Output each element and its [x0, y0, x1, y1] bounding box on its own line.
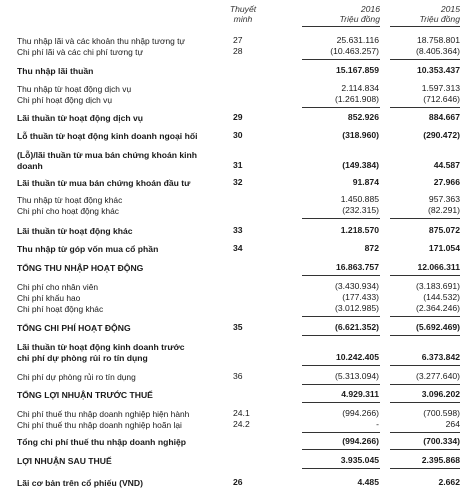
row-note: 32	[233, 177, 243, 187]
subtotal-rule-2015	[390, 316, 460, 317]
row-value-2015: 18.758.801	[416, 35, 460, 45]
row-value-2015: (712.646)	[423, 94, 460, 104]
row-label-line: Chi phí thuế thu nhập doanh nghiệp hoãn lại	[17, 420, 182, 430]
row-label	[17, 113, 229, 124]
row-label	[17, 409, 229, 420]
row-value-2016: (177.433)	[342, 292, 379, 302]
row-value-2016: (3.430.934)	[335, 281, 379, 291]
subtotal-rule-2015	[390, 449, 460, 450]
row-label	[17, 293, 229, 304]
row-value-2015: (144.532)	[423, 292, 460, 302]
row-label	[17, 195, 229, 206]
year-2015-header	[390, 4, 460, 24]
row-value-2015: 957.363	[428, 194, 460, 204]
header-underline-2016	[302, 26, 380, 27]
row-label	[17, 456, 229, 467]
row-label-line: Chi phí dự phòng rủi ro tín dụng	[17, 372, 136, 382]
subtotal-rule-2015	[390, 335, 460, 336]
subtotal-rule-2016	[302, 449, 380, 450]
row-note: 29	[233, 112, 243, 122]
row-label-line: TỔNG CHI PHÍ HOẠT ĐỘNG	[17, 323, 131, 333]
row-label	[17, 150, 229, 171]
row-label-line: Lãi cơ bản trên cổ phiếu (VND)	[17, 478, 143, 488]
row-label	[17, 36, 229, 47]
row-note: 34	[233, 243, 243, 253]
row-value-2015: 12.066.311	[417, 262, 460, 272]
subtotal-rule-2015	[390, 432, 460, 433]
row-label	[17, 323, 229, 334]
row-note: 35	[233, 322, 243, 332]
row-value-2015: 171.054	[428, 243, 460, 253]
row-label-line: Thu nhập từ hoạt động dịch vụ	[17, 84, 132, 94]
row-label	[17, 244, 229, 255]
row-value-2016: (232.315)	[342, 205, 379, 215]
row-value-2015: 1.597.313	[421, 83, 460, 93]
row-label	[17, 47, 229, 58]
row-value-2016: 16.863.757	[335, 262, 379, 272]
row-label-line: LỢI NHUẬN SAU THUẾ	[17, 456, 112, 466]
row-value-2015: 6.373.842	[421, 352, 460, 362]
subtotal-rule-2015	[390, 218, 460, 219]
note-header-line-2: minh	[233, 14, 253, 24]
row-label	[17, 420, 229, 431]
row-value-2015: (3.277.640)	[416, 371, 460, 381]
subtotal-rule-2016	[302, 335, 380, 336]
row-value-2016: 1.450.885	[340, 194, 379, 204]
subtotal-rule-2016	[302, 218, 380, 219]
row-note: 24.2	[233, 419, 250, 429]
row-value-2016: (1.261.908)	[335, 94, 379, 104]
year-2015-label: 2015	[440, 4, 460, 14]
subtotal-rule-2015	[390, 275, 460, 276]
row-label-line: (Lỗ)/lãi thuần từ mua bán chứng khoán kinh	[17, 150, 198, 160]
row-value-2016: (3.012.985)	[335, 303, 379, 313]
row-label-line: Lãi thuần từ hoạt động dịch vụ	[17, 113, 144, 123]
row-label-line: chi phí dự phòng rủi ro tín dụng	[17, 352, 148, 363]
row-value-2015: 2.395.868	[421, 455, 460, 465]
row-value-2015: 27.966	[433, 177, 460, 187]
row-label	[17, 131, 229, 142]
row-note: 28	[233, 46, 243, 56]
note-column-header	[222, 4, 264, 24]
subtotal-rule-2016	[302, 384, 380, 385]
row-note: 31	[233, 160, 243, 170]
row-value-2016: 25.631.116	[336, 35, 379, 45]
row-value-2015: (3.183.691)	[416, 281, 460, 291]
row-label-line: Lãi thuần từ hoạt động kinh doanh trước	[17, 342, 185, 352]
row-label-line: Thu nhập lãi và các khoản thu nhập tương tự	[17, 36, 186, 46]
year-2016-header	[302, 4, 380, 24]
row-label-line: Chi phí thuế thu nhập doanh nghiệp hiện hành	[17, 409, 190, 419]
row-note: 30	[233, 130, 243, 140]
row-label	[17, 437, 229, 448]
row-label-line: Tổng chi phí thuế thu nhập doanh nghiệp	[17, 437, 186, 447]
subtotal-rule-2015	[390, 384, 460, 385]
row-value-2015: (700.334)	[423, 436, 460, 446]
subtotal-rule-2016	[302, 107, 380, 108]
row-label-line: Chi phí cho hoạt động khác	[17, 206, 119, 216]
row-label-line: Lỗ thuần từ hoạt động kinh doanh ngoại hối	[17, 131, 198, 141]
row-label	[17, 478, 229, 489]
row-value-2015: 44.587	[433, 160, 460, 170]
row-note: 24.1	[233, 408, 250, 418]
row-label-line: Thu nhập lãi thuần	[17, 66, 94, 76]
subtotal-rule-2015	[390, 107, 460, 108]
row-value-2016: (994.266)	[342, 408, 379, 418]
row-value-2016: (318.960)	[342, 130, 379, 140]
row-label-line: Chi phí cho nhân viên	[17, 282, 99, 292]
year-2015-unit: Triệu đồng	[419, 14, 460, 24]
row-value-2016: (10.463.257)	[330, 46, 379, 56]
subtotal-rule-2016	[302, 402, 380, 403]
row-value-2016: 91.874	[352, 177, 379, 187]
row-label-line: Thu nhập từ góp vốn mua cổ phần	[17, 244, 159, 254]
row-label	[17, 95, 229, 106]
row-value-2015: (8.405.364)	[416, 46, 460, 56]
row-note: 27	[233, 35, 243, 45]
row-value-2016: (994.266)	[342, 436, 379, 446]
subtotal-rule-2016	[302, 59, 380, 60]
row-label	[17, 282, 229, 293]
total-rule-2016	[302, 468, 380, 469]
subtotal-rule-2016	[302, 275, 380, 276]
row-value-2015: 875.072	[428, 225, 460, 235]
row-value-2015: 3.096.202	[421, 389, 460, 399]
row-value-2015: (700.598)	[423, 408, 460, 418]
row-value-2016: (5.313.094)	[335, 371, 379, 381]
row-value-2016: (149.384)	[342, 160, 379, 170]
row-value-2016: 852.926	[347, 112, 379, 122]
row-note: 26	[233, 477, 243, 487]
row-note: 36	[233, 371, 243, 381]
row-label-line: doanh	[17, 160, 43, 171]
row-label-line: TỔNG LỢI NHUẬN TRƯỚC THUẾ	[17, 390, 153, 400]
row-value-2015: (2.364.246)	[416, 303, 460, 313]
subtotal-rule-2015	[390, 402, 460, 403]
row-value-2015: (82.291)	[427, 205, 460, 215]
row-value-2016: 15.167.859	[335, 65, 379, 75]
row-label-line: Chi phí hoạt động khác	[17, 304, 104, 314]
row-value-2016: 1.218.570	[340, 225, 379, 235]
row-value-2016: -	[376, 419, 379, 429]
row-value-2016: 4.485	[357, 477, 379, 487]
row-value-2016: 3.935.045	[340, 455, 379, 465]
row-label	[17, 66, 229, 77]
row-label-line: Lãi thuần từ hoạt động khác	[17, 226, 133, 236]
row-label-line: TỔNG THU NHẬP HOẠT ĐỘNG	[17, 263, 144, 273]
subtotal-rule-2015	[390, 365, 460, 366]
row-value-2015: 264	[445, 419, 460, 429]
row-label	[17, 342, 229, 363]
row-label-line: Thu nhập từ hoạt động khác	[17, 195, 123, 205]
row-value-2015: (290.472)	[423, 130, 460, 140]
subtotal-rule-2016	[302, 432, 380, 433]
row-label	[17, 390, 229, 401]
row-label-line: Lãi thuần từ mua bán chứng khoán đầu tư	[17, 178, 191, 188]
row-value-2015: 884.667	[428, 112, 460, 122]
year-2016-label: 2016	[360, 4, 380, 14]
row-value-2016: (6.621.352)	[335, 322, 379, 332]
row-label	[17, 84, 229, 95]
row-label	[17, 372, 229, 383]
header-underline-2015	[390, 26, 460, 27]
row-label	[17, 178, 229, 189]
row-label	[17, 226, 229, 237]
row-value-2015: (5.692.469)	[416, 322, 460, 332]
row-label	[17, 206, 229, 217]
row-value-2015: 2.662	[438, 477, 460, 487]
row-label	[17, 304, 229, 315]
row-value-2016: 10.242.405	[335, 352, 379, 362]
row-label	[17, 263, 229, 274]
year-2016-unit: Triệu đồng	[339, 14, 380, 24]
total-rule-2015	[390, 468, 460, 469]
subtotal-rule-2016	[302, 316, 380, 317]
row-value-2016: 2.114.834	[341, 83, 379, 93]
row-note: 33	[233, 225, 243, 235]
subtotal-rule-2015	[390, 59, 460, 60]
row-label-line: Chi phí khấu hao	[17, 293, 81, 303]
row-label-line: Chi phí lãi và các chi phí tương tự	[17, 47, 144, 57]
subtotal-rule-2016	[302, 365, 380, 366]
row-value-2015: 10.353.437	[416, 65, 460, 75]
note-header-line-1: Thuyết	[229, 4, 257, 14]
row-value-2016: 872	[364, 243, 379, 253]
row-label-line: Chi phí hoạt động dịch vụ	[17, 95, 112, 105]
row-value-2016: 4.929.311	[341, 389, 379, 399]
